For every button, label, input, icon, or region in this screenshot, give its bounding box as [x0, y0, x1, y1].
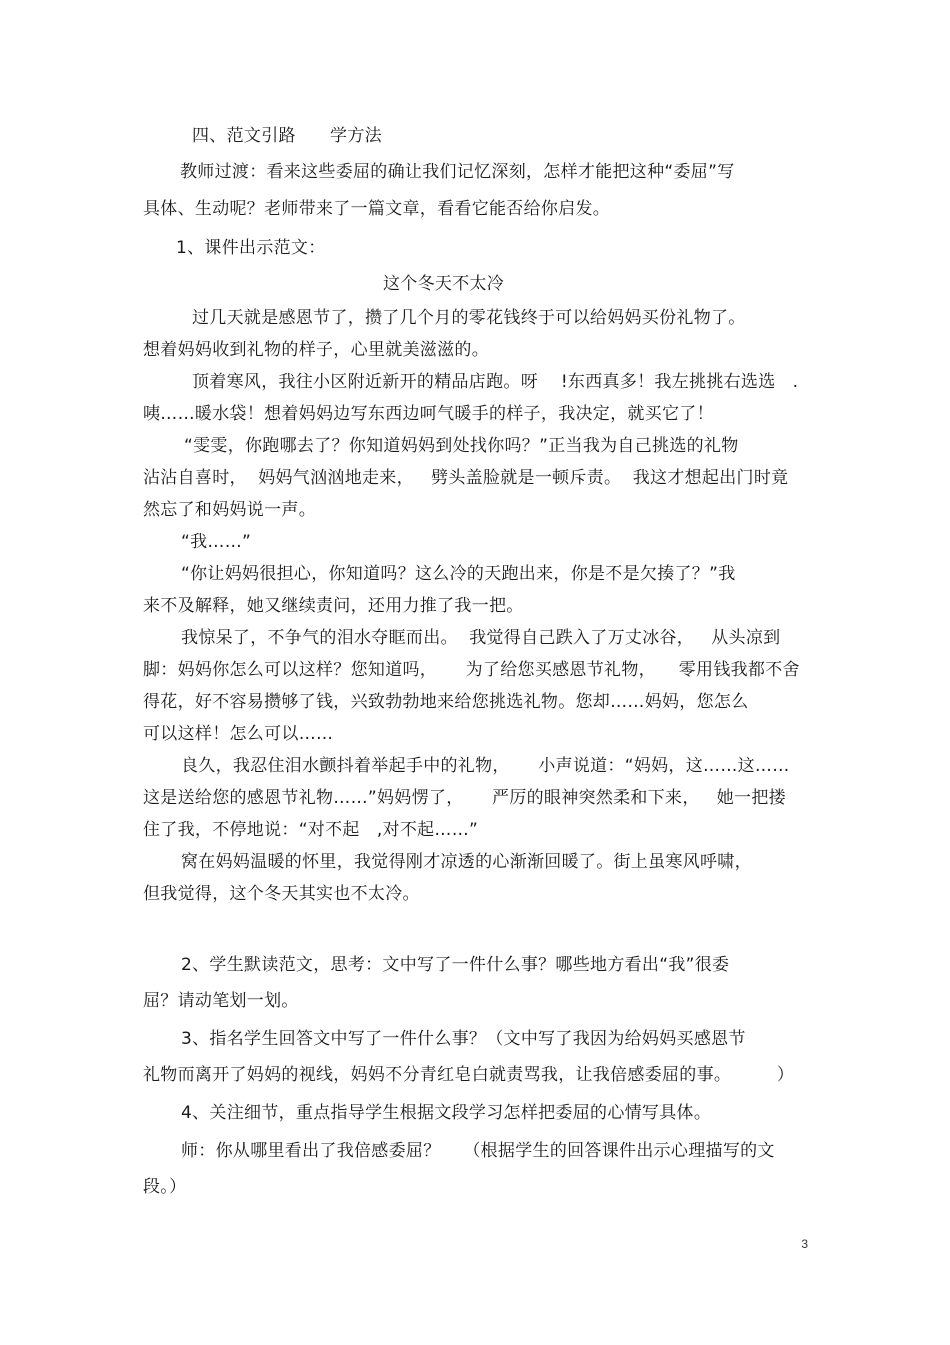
essay-line: 这是送给您的感恩节礼物……”妈妈愣了， 严厉的眼神突然柔和下来， 她一把搂 — [143, 788, 786, 808]
transition-line-2: 具体、生动呢？老师带来了一篇文章，看看它能否给你启发。 — [143, 199, 611, 219]
essay-line: “雯雯，你跑哪去了？你知道妈妈到处找你吗？”正当我为自己挑选的礼物 — [184, 436, 739, 456]
essay-line: “我……” — [181, 532, 252, 552]
essay-title: 这个冬天不太冷 — [383, 274, 505, 294]
essay-line: 咦……暖水袋！想着妈妈边写东西边呵气暖手的样子，我决定，就买它了！ — [143, 404, 714, 424]
essay-line: 来不及解释，她又继续责问，还用力推了我一把。 — [143, 596, 524, 616]
step-2-line-1: 2、学生默读范文，思考：文中写了一件什么事？哪些地方看出“我”很委 — [181, 955, 730, 975]
essay-line: 但我觉得，这个冬天其实也不太冷。 — [143, 884, 420, 904]
step-4-line: 4、关注细节，重点指导学生根据文段学习怎样把委屈的心情写具体。 — [181, 1103, 712, 1123]
essay-line: “你让妈妈很担心，你知道吗？这么冷的天跑出来，你是不是欠揍了？”我 — [181, 564, 736, 584]
essay-line: 住了我，不停地说：“对不起 ,对不起……” — [143, 820, 479, 840]
transition-line-1: 教师过渡：看来这些委屈的确让我们记忆深刻，怎样才能把这种“委屈”写 — [180, 162, 735, 182]
step-2-line-2: 屈？请动笔划一划。 — [143, 991, 299, 1011]
essay-line: 得花，好不容易攒够了钱，兴致勃勃地来给您挑选礼物。您却……妈妈，您怎么 — [143, 692, 749, 712]
essay-line: 窝在妈妈温暖的怀里，我觉得刚才凉透的心渐渐回暖了。街上虽寒风呼啸， — [181, 852, 752, 872]
step-1-label: 1、课件出示范文： — [176, 238, 326, 258]
teacher-question-line-2: 段。） — [143, 1177, 187, 1197]
section-heading: 四、范文引路 学方法 — [192, 126, 382, 146]
page-number: 3 — [801, 1237, 808, 1251]
essay-line: 过几天就是感恩节了，攒了几个月的零花钱终于可以给妈妈买份礼物了。 — [192, 308, 746, 328]
step-3-line-1: 3、指名学生回答文中写了一件什么事？（文中写了我因为给妈妈买感恩节 — [181, 1029, 746, 1049]
step-3-line-2: 礼物而离开了妈妈的视线，妈妈不分青红皂白就责骂我，让我倍感委屈的事。 ） — [143, 1065, 795, 1085]
essay-line: 想着妈妈收到礼物的样子，心里就美滋滋的。 — [143, 340, 489, 360]
essay-line: 良久，我忍住泪水颤抖着举起手中的礼物， 小声说道：“妈妈，这……这…… — [181, 756, 790, 776]
essay-line: 然忘了和妈妈说一声。 — [143, 500, 316, 520]
essay-line: 我惊呆了，不争气的泪水夺眶而出。 我觉得自己跌入了万丈冰谷， 从头凉到 — [181, 628, 781, 648]
essay-line: 顶着寒风，我往小区附近新开的精品店跑。呀 !东西真多！我左挑挑右选选 . — [192, 372, 799, 392]
teacher-question-line-1: 师：你从哪里看出了我倍感委屈？ （根据学生的回答课件出示心理描写的文 — [181, 1141, 775, 1161]
essay-line: 沾沾自喜时， 妈妈气汹汹地走来， 劈头盖脸就是一顿斥责。 我这才想起出门时竟 — [143, 468, 789, 488]
essay-line: 可以这样！怎么可以…… — [143, 724, 334, 744]
essay-line: 脚：妈妈你怎么可以这样？您知道吗， 为了给您买感恩节礼物， 零用钱我都不舍 — [143, 660, 800, 680]
